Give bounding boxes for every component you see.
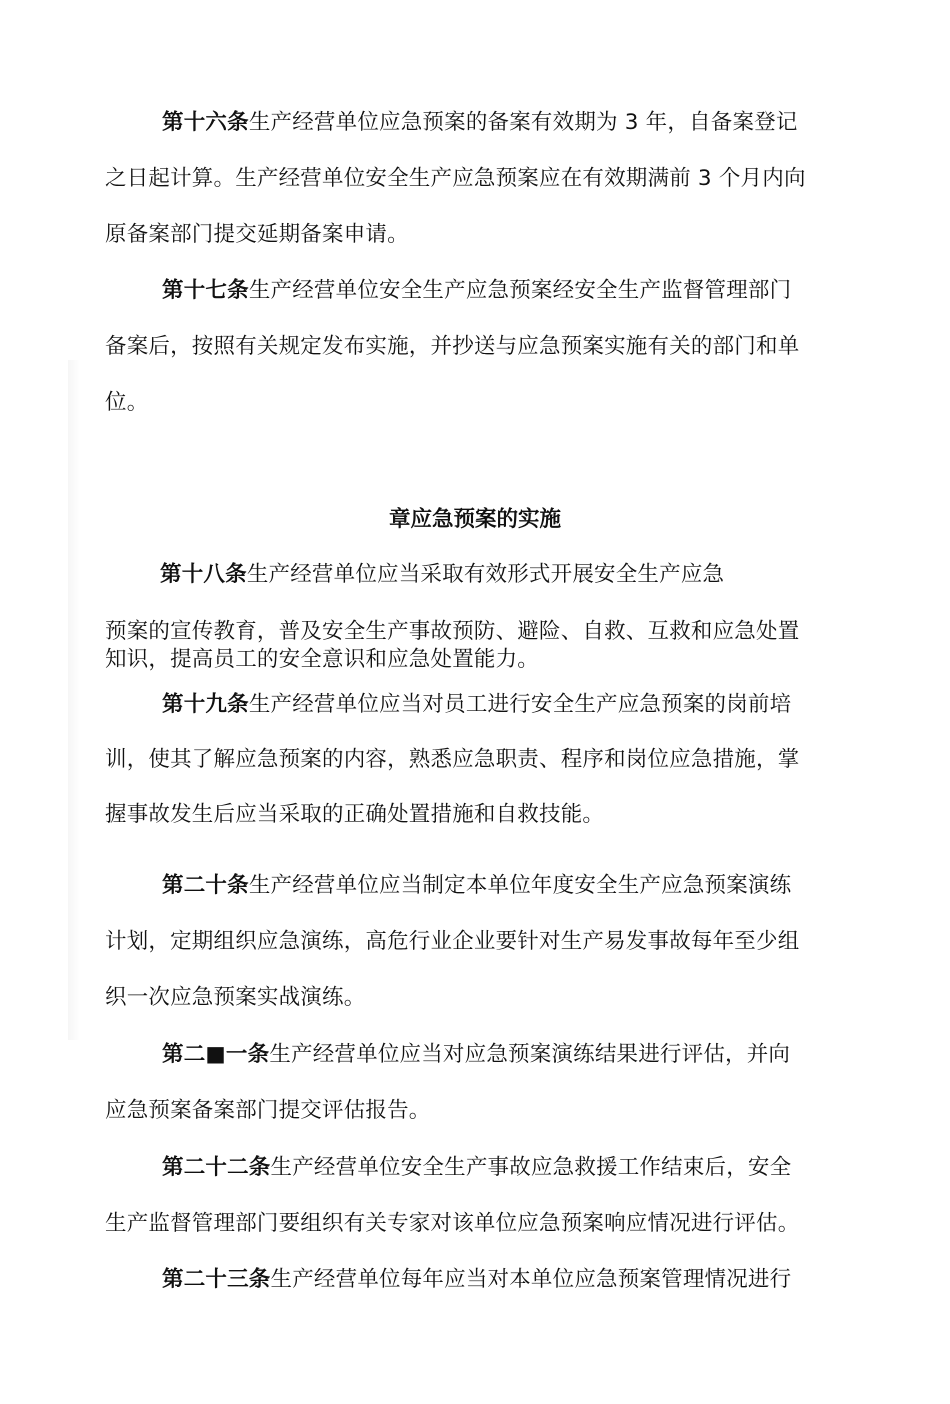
article18-line2: 预案的宣传教育，普及安全生产事故预防、避险、自救、互救和应急处置: [105, 619, 800, 644]
scan-shadow: [68, 360, 80, 1040]
article16-line2: 之日起计算。生产经营单位安全生产应急预案应在有效期满前 3 个月内向: [105, 166, 806, 191]
article16-label: 第十六条: [162, 110, 249, 135]
article21-line2: 应急预案备案部门提交评估报告。: [105, 1098, 431, 1123]
article17-text1: 生产经营单位安全生产应急预案经安全生产监督管理部门: [248, 278, 792, 303]
article20-line2: 计划，定期组织应急演练，高危行业企业要针对生产易发事故每年至少组: [105, 929, 800, 954]
article21-text1: 生产经营单位应当对应急预案演练结果进行评估，并向: [269, 1042, 791, 1067]
chapter-heading: 章应急预案的实施: [388, 507, 561, 532]
article19-label: 第十九条: [162, 692, 249, 717]
article22-label: 第二十二条: [162, 1155, 271, 1180]
article20-label: 第二十条: [162, 873, 249, 898]
article23-text1: 生产经营单位每年应当对本单位应急预案管理情况进行: [270, 1267, 792, 1292]
article16-line1: [162, 108, 798, 138]
article23-label: 第二十三条: [162, 1267, 271, 1292]
article18-text1: 生产经营单位应当采取有效形式开展安全生产应急: [246, 562, 725, 587]
article21-label: 第二■一条: [162, 1042, 270, 1067]
article20-text1: 生产经营单位应当制定本单位年度安全生产应急预案演练: [248, 873, 792, 898]
article20-line3: 织一次应急预案实战演练。: [105, 985, 366, 1010]
article17-line2: 备案后，按照有关规定发布实施，并抄送与应急预案实施有关的部门和单: [105, 334, 800, 359]
article23-line1: [162, 1265, 791, 1295]
article22-text1: 生产经营单位安全生产事故应急救援工作结束后，安全: [270, 1155, 792, 1180]
article19-line3: 握事故发生后应当采取的正确处置措施和自救技能。: [105, 802, 605, 827]
article20-line1: [162, 871, 791, 901]
article18-line1: [160, 560, 724, 590]
article17-label: 第十七条: [162, 278, 249, 303]
article16-text1: 生产经营单位应急预案的备案有效期为 3 年，自备案登记: [248, 110, 798, 135]
article17-line3: 位。: [105, 390, 149, 415]
article19-line1: [162, 690, 791, 720]
article19-text1: 生产经营单位应当对员工进行安全生产应急预案的岗前培: [248, 692, 792, 717]
article18-line3: 知识，提高员工的安全意识和应急处置能力。: [105, 647, 540, 672]
article21-line1: [162, 1040, 790, 1070]
article16-line3: 原备案部门提交延期备案申请。: [105, 222, 409, 247]
article17-line1: [162, 276, 791, 306]
article22-line1: [162, 1153, 791, 1183]
article19-line2: 训，使其了解应急预案的内容，熟悉应急职责、程序和岗位应急措施，掌: [105, 747, 800, 772]
article18-label: 第十八条: [160, 562, 247, 587]
article22-line2: 生产监督管理部门要组织有关专家对该单位应急预案响应情况进行评估。: [105, 1211, 800, 1236]
